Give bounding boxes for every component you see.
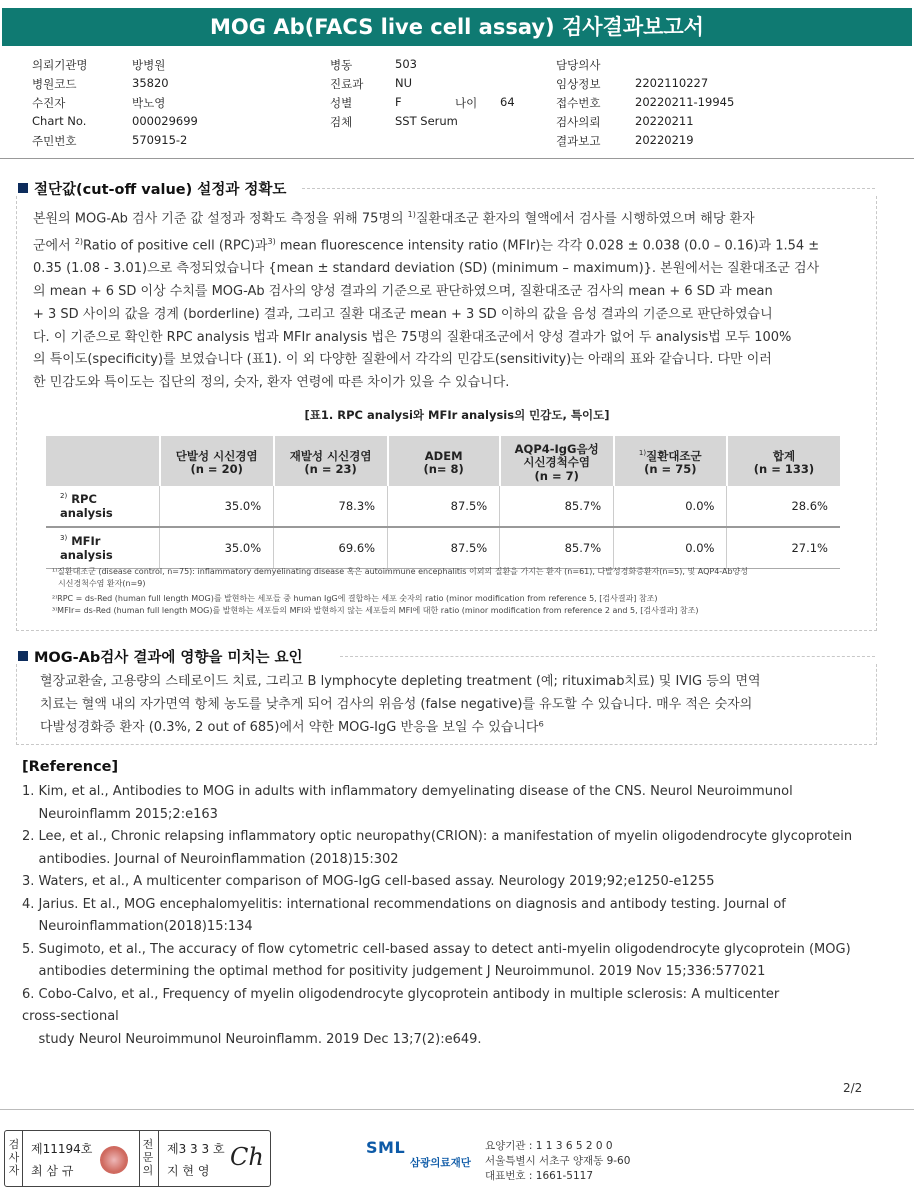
column-subtitle: (n = 7)	[534, 469, 579, 484]
text-segment: 군에서	[33, 238, 75, 254]
column-header	[274, 436, 388, 486]
header-label: 접수번호	[556, 96, 601, 110]
signature-box	[4, 1130, 271, 1187]
footer-divider	[0, 1109, 914, 1110]
table-header-row	[46, 436, 840, 486]
examiner-license: 제11194호	[31, 1142, 93, 1156]
reference-list	[22, 781, 892, 1051]
specialist-vertical-label: 전 문 의	[142, 1138, 154, 1177]
header-value: 20220219	[635, 133, 694, 147]
table-cell: 35.0%	[160, 486, 274, 527]
body-line	[33, 304, 863, 327]
body-line: 혈장교환술, 고용량의 스테로이드 치료, 그리고 B lymphocyte depleting treatment (예; rituximab치료) 및 IVIG 등의 면역	[40, 674, 761, 689]
footnote-marker: 1)	[638, 448, 647, 457]
specialist-license: 제3 3 3 호	[167, 1142, 225, 1156]
table-caption: [표1. RPC analysi와 MFIr analysis의 민감도, 특이도]	[304, 408, 610, 422]
table-footnote: ³⁾MFIr= ds-Red (human full length MOG)를 발현하는 세포들의 MFI와 발현하지 않는 세포들의 MFI에 대한 ratio (minor modification from reference 2 and 5, [검사결과] 참조)	[52, 606, 699, 615]
header-label: 진료과	[330, 77, 364, 91]
footnote-marker: 2)	[60, 492, 68, 501]
header-label: 결과보고	[556, 134, 601, 148]
report-title: MOG Ab(FACS live cell assay) 검사결과보고서	[2, 8, 912, 46]
section2-title: MOG-Ab검사 결과에 영향을 미치는 요인	[18, 646, 303, 667]
header-value: NU	[395, 76, 413, 90]
column-subtitle: (n = 75)	[644, 462, 697, 477]
body-line	[33, 327, 863, 350]
header-label: 임상정보	[556, 77, 601, 91]
page-number: 2/2	[843, 1081, 863, 1095]
text-segment: 0.35 (1.08 - 3.01)으로 측정되었습니다 {mean ± standard deviation (SD) (minimum – maximum)}. 본원에서는 질환대조군 검사	[33, 261, 820, 277]
table-cell: 0.0%	[614, 486, 727, 527]
column-subtitle: (n= 8)	[423, 462, 464, 477]
header-label: 의뢰기관명	[32, 58, 88, 72]
seal-stamp-icon	[100, 1146, 128, 1174]
table-row	[46, 527, 840, 569]
institution-address: 서울특별시 서초구 양재동 9-60	[485, 1155, 631, 1167]
section1-title: 절단값(cut-off value) 설정과 정확도	[18, 178, 286, 199]
section2-body	[40, 670, 860, 739]
footnote-marker: 1)	[407, 210, 416, 219]
column-subtitle: (n = 133)	[753, 462, 815, 477]
header-value: 20220211-19945	[635, 95, 735, 109]
institution-phone: 대표번호 : 1661-5117	[485, 1170, 594, 1182]
table-cell: 35.0%	[160, 527, 274, 569]
body-line	[33, 372, 863, 395]
reference-line: 4. Jarius. Et al., MOG encephalomyelitis: international recommendations on diagnosis and antibody testing. Journal of	[22, 896, 786, 912]
reference-line: 2. Lee, et al., Chronic relapsing inflammatory optic neuropathy(CRION): a manifestation of myelin oligodendrocyte glycoprotein	[22, 829, 853, 844]
text-segment: 본원의 MOG-Ab 검사 기준 값 설정과 정확도 측정을 위해 75명의	[33, 211, 408, 227]
text-segment: 다. 이 기준으로 확인한 RPC analysis 법과 MFIr analysis 법은 75명의 질환대조군에서 양성 결과가 없어 두 analysis법 모두 100%	[33, 329, 792, 345]
header-label: 성별	[330, 96, 353, 110]
reference-line: study Neurol Neuroimmunol Neuroinflamm. 2019 Dec 13;7(2):e649.	[22, 1031, 482, 1047]
footnote-marker: 3)	[267, 237, 276, 247]
header-value: 2202110227	[635, 76, 709, 90]
header-label: Chart No.	[32, 114, 87, 128]
results-table	[46, 436, 840, 569]
body-line: 치료는 혈액 내의 자가면역 항체 농도를 낮추게 되어 검사의 위음성 (false negative)를 유도할 수 있습니다. 매우 적은 숫자의	[40, 697, 753, 712]
square-bullet-icon	[18, 183, 28, 193]
header-label: 검체	[330, 115, 353, 129]
section2-top-rule	[340, 656, 875, 657]
age-value: 64	[500, 95, 515, 109]
examiner-vertical-label: 검 사 자	[8, 1138, 20, 1177]
body-line	[33, 258, 863, 281]
header-blank	[46, 436, 160, 486]
column-title: AQP4-IgG음성	[514, 441, 599, 456]
row-label-text: MFIr analysis	[60, 534, 113, 562]
table-footnote: ¹⁾질환대조군 (disease control, n=75): inflammatory demyelinating disease 혹은 autoimmune encephalitis 이외의 질환을 가지는 환자 (n=61), 다발성경화증환자(n=5), 및 AQP4-Ab양성	[52, 567, 748, 576]
reference-line: cross-sectional	[22, 1009, 119, 1024]
column-title: ADEM	[424, 448, 463, 463]
header-value: 20220211	[635, 114, 694, 128]
sml-logo: SML	[366, 1138, 406, 1157]
header-label: 주민번호	[32, 134, 77, 148]
section1-body	[33, 204, 863, 395]
examiner-name: 최 삼 규	[31, 1164, 74, 1178]
specialist-name: 지 현 영	[167, 1164, 210, 1178]
column-header	[160, 436, 274, 486]
column-header	[500, 436, 614, 486]
header-value: 503	[395, 57, 417, 71]
body-line	[33, 204, 863, 231]
header-label: 담당의사	[556, 58, 601, 72]
organization-name: 삼광의료재단	[410, 1157, 471, 1169]
table-footnote: 시신경척수염 환자(n=9)	[58, 579, 146, 588]
reference-line: 1. Kim, et al., Antibodies to MOG in adults with inflammatory demyelinating disease of the CNS. Neurol Neuroimmunol	[22, 784, 793, 799]
column-subtitle: 시신경척수염	[523, 455, 590, 470]
header-value: 박노영	[132, 96, 166, 110]
table-cell: 85.7%	[500, 486, 614, 527]
text-segment: 질환대조군 환자의 혈액에서 검사를 시행하였으며 해당 환자	[415, 211, 755, 227]
reference-line: 6. Cobo-Calvo, et al., Frequency of myelin oligodendrocyte glycoprotein antibody in multiple sclerosis: A multicenter	[22, 986, 780, 1002]
header-label: 검사의뢰	[556, 115, 601, 129]
text-segment: 의 특이도(specificity)를 보였습니다 (표1). 이 외 다양한 질환에서 각각의 민감도(sensitivity)는 아래의 표와 같습니다. 다만 이러	[33, 352, 772, 368]
header-label: 수진자	[32, 96, 66, 110]
column-subtitle: (n = 23)	[304, 462, 357, 477]
reference-line: 5. Sugimoto, et al., The accuracy of flow cytometric cell-based assay to detect anti-myelin oligodendrocyte glycoprotein (MOG)	[22, 941, 851, 957]
header-value: 35820	[132, 76, 169, 90]
institution-code: 요양기관 : 1 1 3 6 5 2 0 0	[485, 1140, 613, 1152]
header-value: SST Serum	[395, 114, 458, 128]
table-row	[46, 486, 840, 527]
header-label: 병동	[330, 58, 353, 72]
body-line	[33, 281, 863, 304]
column-subtitle: (n = 20)	[190, 462, 243, 477]
footnote-marker: 2)	[74, 237, 84, 247]
column-title: 단발성 시신경염	[175, 448, 258, 463]
header-value: 570915-2	[132, 133, 188, 147]
table-cell: 87.5%	[388, 486, 500, 527]
table-cell: 27.1%	[727, 527, 840, 569]
text-segment: + 3 SD 사이의 값을 경계 (borderline) 결과, 그리고 질환 대조군 mean + 3 SD 이하의 값을 음성 결과의 기준으로 판단하였습니	[33, 306, 773, 322]
text-segment: 한 민감도와 특이도는 집단의 정의, 숫자, 환자 연령에 따른 차이가 있을 수 있습니다.	[33, 375, 510, 391]
age-label: 나이	[455, 96, 478, 110]
header-value: 방병원	[132, 58, 166, 72]
header-divider	[0, 158, 914, 159]
row-label	[46, 486, 160, 527]
body-line: 다발성경화증 환자 (0.3%, 2 out of 685)에서 약한 MOG-IgG 반응을 보일 수 있습니다⁶	[40, 720, 544, 735]
table-cell: 87.5%	[388, 527, 500, 569]
reference-line: antibodies determining the optimal method for positivity judgement J Neuroimmunol. 2019 Nov 15;336:577021	[22, 964, 766, 979]
column-header	[388, 436, 500, 486]
handwritten-signature: Ch	[230, 1143, 264, 1171]
body-line	[33, 349, 863, 372]
text-segment: 의 mean + 6 SD 이상 수치를 MOG-Ab 검사의 양성 결과의 기준으로 판단하였으며, 질환대조군 검사의 mean + 6 SD 과 mean	[33, 284, 773, 300]
column-header	[727, 436, 840, 486]
column-title: 질환대조군	[646, 448, 702, 463]
reference-line: Neuroinflammation(2018)15:134	[22, 919, 253, 934]
table-cell: 78.3%	[274, 486, 388, 527]
section1-top-rule	[302, 188, 875, 189]
table-cell: 0.0%	[614, 527, 727, 569]
square-bullet-icon	[18, 651, 28, 661]
table-footnote: ²⁾RPC = ds-Red (human full length MOG)를 발현하는 세포들 중 human IgG에 결합하는 세포 숫자의 ratio (minor modification from reference 5, [검사결과] 참조)	[52, 594, 658, 603]
header-value: 000029699	[132, 114, 198, 128]
table-cell: 28.6%	[727, 486, 840, 527]
footnote-marker: 3)	[60, 534, 68, 543]
text-segment: mean fluorescence intensity ratio (MFIr)는 각각 0.028 ± 0.038 (0.0 – 0.16)과 1.54 ±	[275, 238, 820, 254]
row-label-text: RPC analysis	[60, 492, 113, 520]
column-title: 합계	[772, 448, 796, 463]
body-line	[33, 231, 863, 258]
column-header	[614, 436, 727, 486]
table-cell: 69.6%	[274, 527, 388, 569]
reference-line: antibodies. Journal of Neuroinflammation (2018)15:302	[22, 851, 399, 867]
column-title: 재발성 시신경염	[289, 448, 372, 463]
reference-line: 3. Waters, et al., A multicenter comparison of MOG-IgG cell-based assay. Neurology 2019;92;e1250-e1255	[22, 874, 715, 889]
reference-title: [Reference]	[22, 759, 119, 775]
table-cell: 85.7%	[500, 527, 614, 569]
reference-line: Neuroinflamm 2015;2:e163	[22, 806, 218, 822]
row-label	[46, 527, 160, 569]
text-segment: Ratio of positive cell (RPC)과	[83, 238, 268, 254]
header-label: 병원코드	[32, 77, 77, 91]
header-value: F	[395, 95, 402, 109]
